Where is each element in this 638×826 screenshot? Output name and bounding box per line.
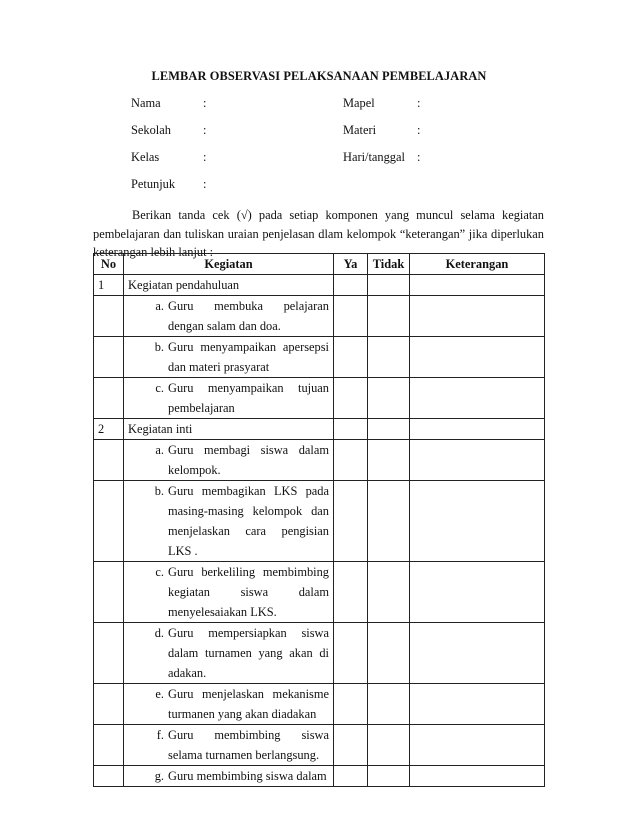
tidak-cell[interactable]: [368, 623, 410, 684]
colon-petunjuk: :: [203, 177, 207, 191]
keterangan-cell[interactable]: [410, 481, 545, 562]
header-kegiatan: Kegiatan: [124, 254, 334, 275]
empty-number-cell: [94, 481, 124, 562]
table-row: [94, 766, 545, 787]
empty-number-cell: [94, 337, 124, 378]
document-title: LEMBAR OBSERVASI PELAKSANAAN PEMBELAJARAN: [151, 69, 487, 83]
activity-text: Guru berkeliling membimbing kegiatan siswa dalam menyelesaiakan LKS.: [168, 565, 329, 619]
label-mapel: Mapel: [343, 96, 375, 110]
activity-letter: c.: [155, 381, 164, 395]
tidak-cell[interactable]: [368, 296, 410, 337]
keterangan-cell[interactable]: [410, 562, 545, 623]
activity-letter: g.: [154, 769, 164, 783]
activity-item: [128, 296, 329, 336]
tidak-cell[interactable]: [368, 378, 410, 419]
activity-item: [128, 562, 329, 622]
activity-letter: b.: [154, 340, 164, 354]
table-header-row: [94, 254, 545, 275]
tidak-cell[interactable]: [368, 725, 410, 766]
activity-letter: a.: [155, 443, 164, 457]
activity-text: Guru menjelaskan mekanisme turmanen yang akan diadakan: [168, 687, 329, 721]
activity-item: [128, 337, 329, 377]
keterangan-cell[interactable]: [410, 419, 545, 440]
activity-item: [128, 440, 329, 480]
tidak-cell[interactable]: [368, 440, 410, 481]
ya-cell[interactable]: [334, 481, 368, 562]
colon-sekolah: :: [203, 123, 207, 137]
empty-number-cell: [94, 562, 124, 623]
header-no: No: [94, 254, 124, 275]
ya-cell[interactable]: [334, 378, 368, 419]
keterangan-cell[interactable]: [410, 684, 545, 725]
label-petunjuk: Petunjuk: [131, 177, 176, 191]
ya-cell[interactable]: [334, 562, 368, 623]
ya-cell[interactable]: [334, 766, 368, 787]
table-row: [94, 684, 545, 725]
activity-text: Guru menyampaikan apersepsi dan materi prasyarat: [168, 340, 329, 374]
info-row-sekolah: [131, 123, 461, 150]
activity-text: Guru membagikan LKS pada masing-masing kelompok dan menjelaskan cara pengisian LKS .: [168, 484, 329, 558]
header-tidak: Tidak: [368, 254, 410, 275]
empty-number-cell: [94, 725, 124, 766]
empty-number-cell: [94, 766, 124, 787]
label-materi: Materi: [343, 123, 377, 137]
empty-number-cell: [94, 623, 124, 684]
table-body: [94, 275, 545, 787]
activity-cell: [124, 725, 334, 766]
activity-cell: [124, 684, 334, 725]
table-row: [94, 562, 545, 623]
activity-item: [128, 725, 329, 765]
keterangan-cell[interactable]: [410, 337, 545, 378]
activity-letter: b.: [154, 484, 164, 498]
info-row-nama: [131, 96, 461, 123]
observation-table: [93, 253, 545, 787]
ya-cell[interactable]: [334, 296, 368, 337]
activity-item: [128, 684, 329, 724]
activity-cell: [124, 766, 334, 787]
keterangan-cell[interactable]: [410, 766, 545, 787]
keterangan-cell[interactable]: [410, 623, 545, 684]
empty-number-cell: [94, 378, 124, 419]
activity-letter: d.: [154, 626, 164, 640]
activity-item: [128, 481, 329, 561]
header-ya: Ya: [334, 254, 368, 275]
tidak-cell[interactable]: [368, 275, 410, 296]
label-sekolah: Sekolah: [131, 123, 171, 137]
colon-materi: :: [417, 123, 421, 137]
activity-item: [128, 623, 329, 683]
table-row: [94, 481, 545, 562]
activity-text: Guru membimbing siswa dalam: [168, 769, 327, 783]
empty-number-cell: [94, 296, 124, 337]
tidak-cell[interactable]: [368, 766, 410, 787]
tidak-cell[interactable]: [368, 337, 410, 378]
activity-cell: [124, 378, 334, 419]
section-title: Kegiatan inti: [124, 419, 334, 440]
label-hari-tanggal: Hari/tanggal: [343, 150, 405, 164]
activity-letter: a.: [155, 299, 164, 313]
activity-text: Guru mempersiapkan siswa dalam turnamen yang akan di adakan.: [168, 626, 329, 680]
section-title: Kegiatan pendahuluan: [124, 275, 334, 296]
colon-hari-tanggal: :: [417, 150, 421, 164]
activity-text: Guru menyampaikan tujuan pembelajaran: [168, 381, 329, 415]
info-row-kelas: [131, 150, 461, 177]
colon-nama: :: [203, 96, 207, 110]
keterangan-cell[interactable]: [410, 440, 545, 481]
section-row: [94, 419, 545, 440]
tidak-cell[interactable]: [368, 684, 410, 725]
ya-cell[interactable]: [334, 275, 368, 296]
ya-cell[interactable]: [334, 623, 368, 684]
keterangan-cell[interactable]: [410, 296, 545, 337]
table-row: [94, 623, 545, 684]
ya-cell[interactable]: [334, 419, 368, 440]
tidak-cell[interactable]: [368, 481, 410, 562]
info-row-petunjuk: [131, 177, 461, 204]
activity-cell: [124, 481, 334, 562]
table-row: [94, 378, 545, 419]
table-row: [94, 725, 545, 766]
instructions-paragraph: Berikan tanda cek (√) pada setiap komponen yang muncul selama kegiatan pembelajaran dan tuliskan uraian penjelasan dlam kelompok “keterangan” jika diperlukan keterangan lebih lanjut :: [93, 208, 544, 260]
activity-text: Guru membimbing siswa selama turnamen berlangsung.: [168, 728, 329, 762]
ya-cell[interactable]: [334, 684, 368, 725]
keterangan-cell[interactable]: [410, 725, 545, 766]
section-number: 1: [94, 275, 124, 296]
empty-number-cell: [94, 440, 124, 481]
activity-cell: [124, 337, 334, 378]
activity-item: [128, 378, 329, 418]
empty-number-cell: [94, 684, 124, 725]
table-row: [94, 337, 545, 378]
ya-cell[interactable]: [334, 440, 368, 481]
header-keterangan: Keterangan: [410, 254, 545, 275]
activity-cell: [124, 562, 334, 623]
label-kelas: Kelas: [131, 150, 160, 164]
activity-letter: e.: [155, 687, 164, 701]
table-row: [94, 296, 545, 337]
colon-mapel: :: [417, 96, 421, 110]
table-row: [94, 440, 545, 481]
keterangan-cell[interactable]: [410, 378, 545, 419]
activity-letter: f.: [156, 728, 164, 742]
tidak-cell[interactable]: [368, 562, 410, 623]
activity-cell: [124, 440, 334, 481]
colon-kelas: :: [203, 150, 207, 164]
section-row: [94, 275, 545, 296]
ya-cell[interactable]: [334, 725, 368, 766]
activity-text: Guru membuka pelajaran dengan salam dan doa.: [168, 299, 329, 333]
info-block: [131, 96, 461, 204]
section-number: 2: [94, 419, 124, 440]
activity-item: [128, 766, 329, 786]
ya-cell[interactable]: [334, 337, 368, 378]
activity-text: Guru membagi siswa dalam kelompok.: [168, 443, 329, 477]
activity-cell: [124, 296, 334, 337]
tidak-cell[interactable]: [368, 419, 410, 440]
activity-cell: [124, 623, 334, 684]
keterangan-cell[interactable]: [410, 275, 545, 296]
activity-letter: c.: [155, 565, 164, 579]
label-nama: Nama: [131, 96, 161, 110]
